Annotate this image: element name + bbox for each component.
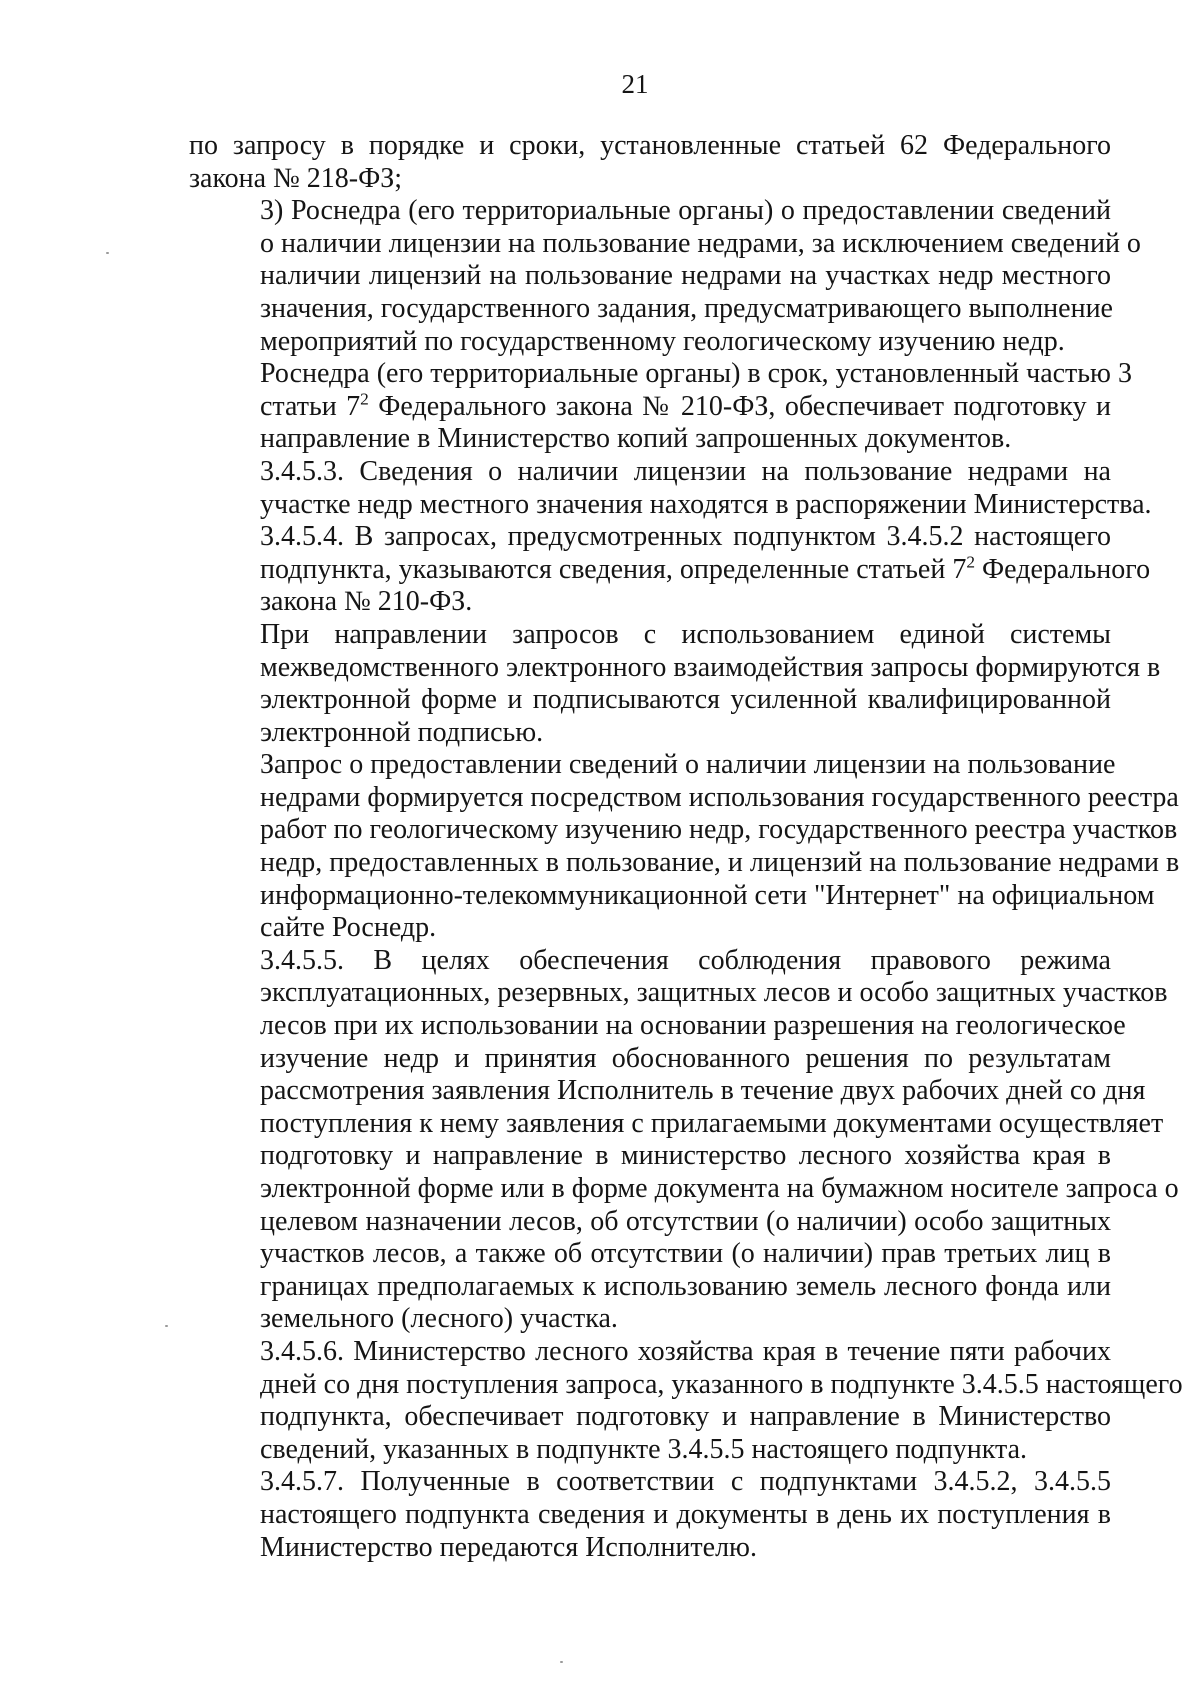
scan-speck xyxy=(165,1325,168,1327)
text-line: о наличии лицензии на пользование недрами, за исключением сведений о xyxy=(260,227,1141,259)
text-line: мероприятий по государственному геологическому изучению недр. xyxy=(260,325,1065,357)
text-line: межведомственного электронного взаимодействия запросы формируются в xyxy=(260,651,1161,683)
page-number: 21 xyxy=(621,69,649,99)
text-line: недрами формируется посредством использования государственного реестра xyxy=(260,781,1179,813)
text-line-with-superscript xyxy=(189,391,1111,424)
text-line: эксплуатационных, резервных, защитных лесов и особо защитных участков xyxy=(260,977,1168,1009)
text-line: рассмотрения заявления Исполнитель в течение двух рабочих дней со дня xyxy=(260,1075,1146,1107)
text-line: значения, государственного задания, предусматривающего выполнение xyxy=(260,292,1113,324)
text-line: подготовку и направление в министерство лесного хозяйства края в xyxy=(260,1140,1111,1172)
text-line: работ по геологическому изучению недр, государственного реестра участков xyxy=(260,814,1178,846)
text-line: участков лесов, а также об отсутствии (о наличии) прав третьих лиц в xyxy=(260,1238,1111,1270)
text-line: изучение недр и принятия обоснованного решения по результатам xyxy=(260,1042,1111,1074)
text-line: Министерство передаются Исполнителю. xyxy=(260,1531,757,1563)
text-line: электронной подписью. xyxy=(260,716,544,748)
text-line: 3.4.5.4. В запросах, предусмотренных подпунктом 3.4.5.2 настоящего xyxy=(260,521,1111,553)
paragraph-7 xyxy=(189,749,1180,945)
scan-speck xyxy=(560,1661,563,1663)
text-fragment: подпункта, указываются сведения, определенные статьей 7 xyxy=(260,553,967,585)
text-line: сведений, указанных в подпункте 3.4.5.5 настоящего подпункта. xyxy=(260,1433,1028,1465)
text-line: 3.4.5.3. Сведения о наличии лицензии на пользование недрами на xyxy=(260,455,1111,487)
text-line: участке недр местного значения находятся в распоряжении Министерства. xyxy=(260,488,1152,520)
superscript: 2 xyxy=(360,389,369,409)
text-line: 3.4.5.5. В целях обеспечения соблюдения правового режима xyxy=(260,944,1111,976)
text-line: 3.4.5.6. Министерство лесного хозяйства края в течение пяти рабочих xyxy=(260,1335,1111,1367)
text-line: направление в Министерство копий запрошенных документов. xyxy=(260,423,1012,455)
text-line: 3) Роснедра (его территориальные органы) о предоставлении сведений xyxy=(260,195,1111,227)
text-line: сайте Роснедр. xyxy=(260,912,437,944)
text-line: земельного (лесного) участка. xyxy=(260,1303,618,1335)
paragraph-8 xyxy=(189,944,1179,1336)
text-line: недр, предоставленных в пользование, и лицензий на пользование недрами в xyxy=(260,847,1180,879)
scan-speck xyxy=(106,252,109,254)
paragraph-10 xyxy=(189,1466,1111,1564)
text-line: границах предполагаемых к использованию земель лесного фонда или xyxy=(260,1270,1111,1302)
text-line: целевом назначении лесов, об отсутствии (о наличии) особо защитных xyxy=(260,1205,1111,1237)
text-line: по запросу в порядке и сроки, установленные статьей 62 Федерального xyxy=(189,130,1111,161)
text-line: электронной форме и подписываются усиленной квалифицированной xyxy=(260,684,1111,716)
paragraph-6 xyxy=(189,618,1161,749)
text-line: лесов при их использовании на основании разрешения на геологическое xyxy=(260,1010,1126,1042)
text-line: информационно-телекоммуникационной сети "Интернет" на официальном xyxy=(260,879,1155,911)
superscript: 2 xyxy=(966,552,976,572)
text-line: наличии лицензий на пользование недрами на участках недр местного xyxy=(260,260,1111,292)
paragraph-2 xyxy=(189,195,1141,358)
text-line: настоящего подпункта сведения и документы в день их поступления в xyxy=(260,1498,1111,1530)
paragraph-1 xyxy=(189,130,1111,195)
text-line: закона № 218-ФЗ; xyxy=(189,162,403,194)
text-line: закона № 210-ФЗ. xyxy=(260,586,473,618)
text-line: При направлении запросов с использованием единой системы xyxy=(260,618,1111,650)
text-fragment: Федерального xyxy=(975,553,1151,585)
text-fragment: Федерального закона № 210-ФЗ, обеспечивает подготовку и xyxy=(368,390,1111,422)
text-line: Роснедра (его территориальные органы) в срок, установленный частью 3 xyxy=(260,358,1132,390)
paragraph-9 xyxy=(189,1335,1183,1466)
text-line: подпункта, обеспечивает подготовку и направление в Министерство xyxy=(260,1401,1111,1433)
paragraph-3 xyxy=(189,358,1132,456)
text-line-with-superscript xyxy=(189,552,1151,587)
text-line: поступления к нему заявления с прилагаемыми документами осуществляет xyxy=(260,1107,1164,1139)
text-line: электронной форме или в форме документа на бумажном носителе запроса о xyxy=(260,1173,1179,1204)
text-fragment: статьи 7 xyxy=(260,390,361,422)
paragraph-5 xyxy=(189,521,1151,619)
text-line: дней со дня поступления запроса, указанного в подпункте 3.4.5.5 настоящего xyxy=(260,1368,1183,1400)
paragraph-4 xyxy=(189,455,1152,521)
text-line: 3.4.5.7. Полученные в соответствии с подпунктами 3.4.5.2, 3.4.5.5 xyxy=(260,1466,1111,1498)
document-body xyxy=(189,130,1183,1564)
text-line: Запрос о предоставлении сведений о наличии лицензии на пользование xyxy=(260,749,1116,781)
